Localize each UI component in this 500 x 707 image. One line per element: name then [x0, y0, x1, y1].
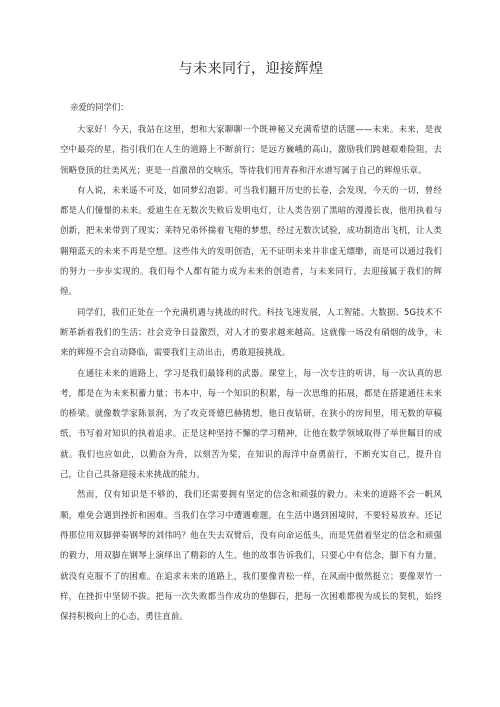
paragraph-2: 有人说，未来遥不可及，如同梦幻泡影。可当我们翻开历史的长卷，会发现，今天的一切，曾经都是人们憧憬的未来。爱迪生在无数次失败后发明电灯，让人类告别了黑暗的漫漫长夜，他用执着与创新，把未来带到了现实；莱特兄弟怀揣着飞翔的梦想，经过无数次试验，成功制造出飞机，让人类翱翔蓝天的未来不再是空想。这些伟大的发明创造，无不证明未来并非虚无缥缈，而是可以通过我们的努力一步步实现的。我们每个人都有能力成为未来的创造者，与未来同行，去迎接属于我们的辉煌。 [60, 184, 442, 297]
greeting: 亲爱的同学们： [70, 102, 129, 112]
paragraph-4: 在通往未来的道路上，学习是我们最锋利的武器。课堂上，每一次专注的听讲，每一次认真的思考，都是在为未来积蓄力量；书本中，每一个知识的积累，每一次思维的拓展，都是在搭建通往未来的桥梁。就像数学家陈景润，为了攻克哥德巴赫猜想，他日夜钻研，在狭小的房间里，用无数的草稿纸，书写着对知识的执着追求。正是这种坚持不懈的学习精神，让他在数学领域取得了举世瞩目的成就。我们也应如此，以勤奋为舟，以刻苦为桨，在知识的海洋中奋勇前行，不断充实自己，提升自己，让自己具备迎接未来挑战的能力。 [60, 367, 442, 480]
document-title: 与未来同行，迎接辉煌 [178, 61, 324, 77]
paragraph-1: 大家好！今天，我站在这里，想和大家聊聊一个既神秘又充满希望的话题——未来。未来，是夜空中最亮的星，指引我们在人生的道路上不断前行；是远方巍峨的高山，激励我们跨越艰难险阻，去领略登顶的壮美风光；更是一首激昂的交响乐，等待我们用青春和汗水谱写属于自己的辉煌乐章。 [60, 124, 442, 175]
document-page [60, 60, 442, 626]
paragraph-3: 同学们，我们正处在一个充满机遇与挑战的时代。科技飞速发展，人工智能、大数据、5G技术不断革新着我们的生活；社会竞争日益激烈，对人才的要求越来越高。这就像一场没有硝烟的战争，未来的辉煌不会自动降临，需要我们主动出击，勇敢迎接挑战。 [60, 306, 442, 358]
paragraph-5: 然而，仅有知识是不够的，我们还需要拥有坚定的信念和顽强的毅力。未来的道路不会一帆风顺，难免会遇到挫折和困难。当我们在学习中遭遇难题，在生活中遇到困境时，不要轻易放弃。还记得那位用双脚弹奏钢琴的刘伟吗？他在失去双臂后，没有向命运低头，而是凭借着坚定的信念和顽强的毅力，用双脚在钢琴上演绎出了精彩的人生。他的故事告诉我们，只要心中有信念，脚下有力量，就没有克服不了的困难。在追求未来的道路上，我们要像青松一样，在风雨中傲然挺立；要像翠竹一样，在挫折中坚韧不拔。把每一次失败都当作成功的垫脚石，把每一次困难都视为成长的契机，始终保持积极向上的心态，勇往直前。 [60, 489, 442, 622]
